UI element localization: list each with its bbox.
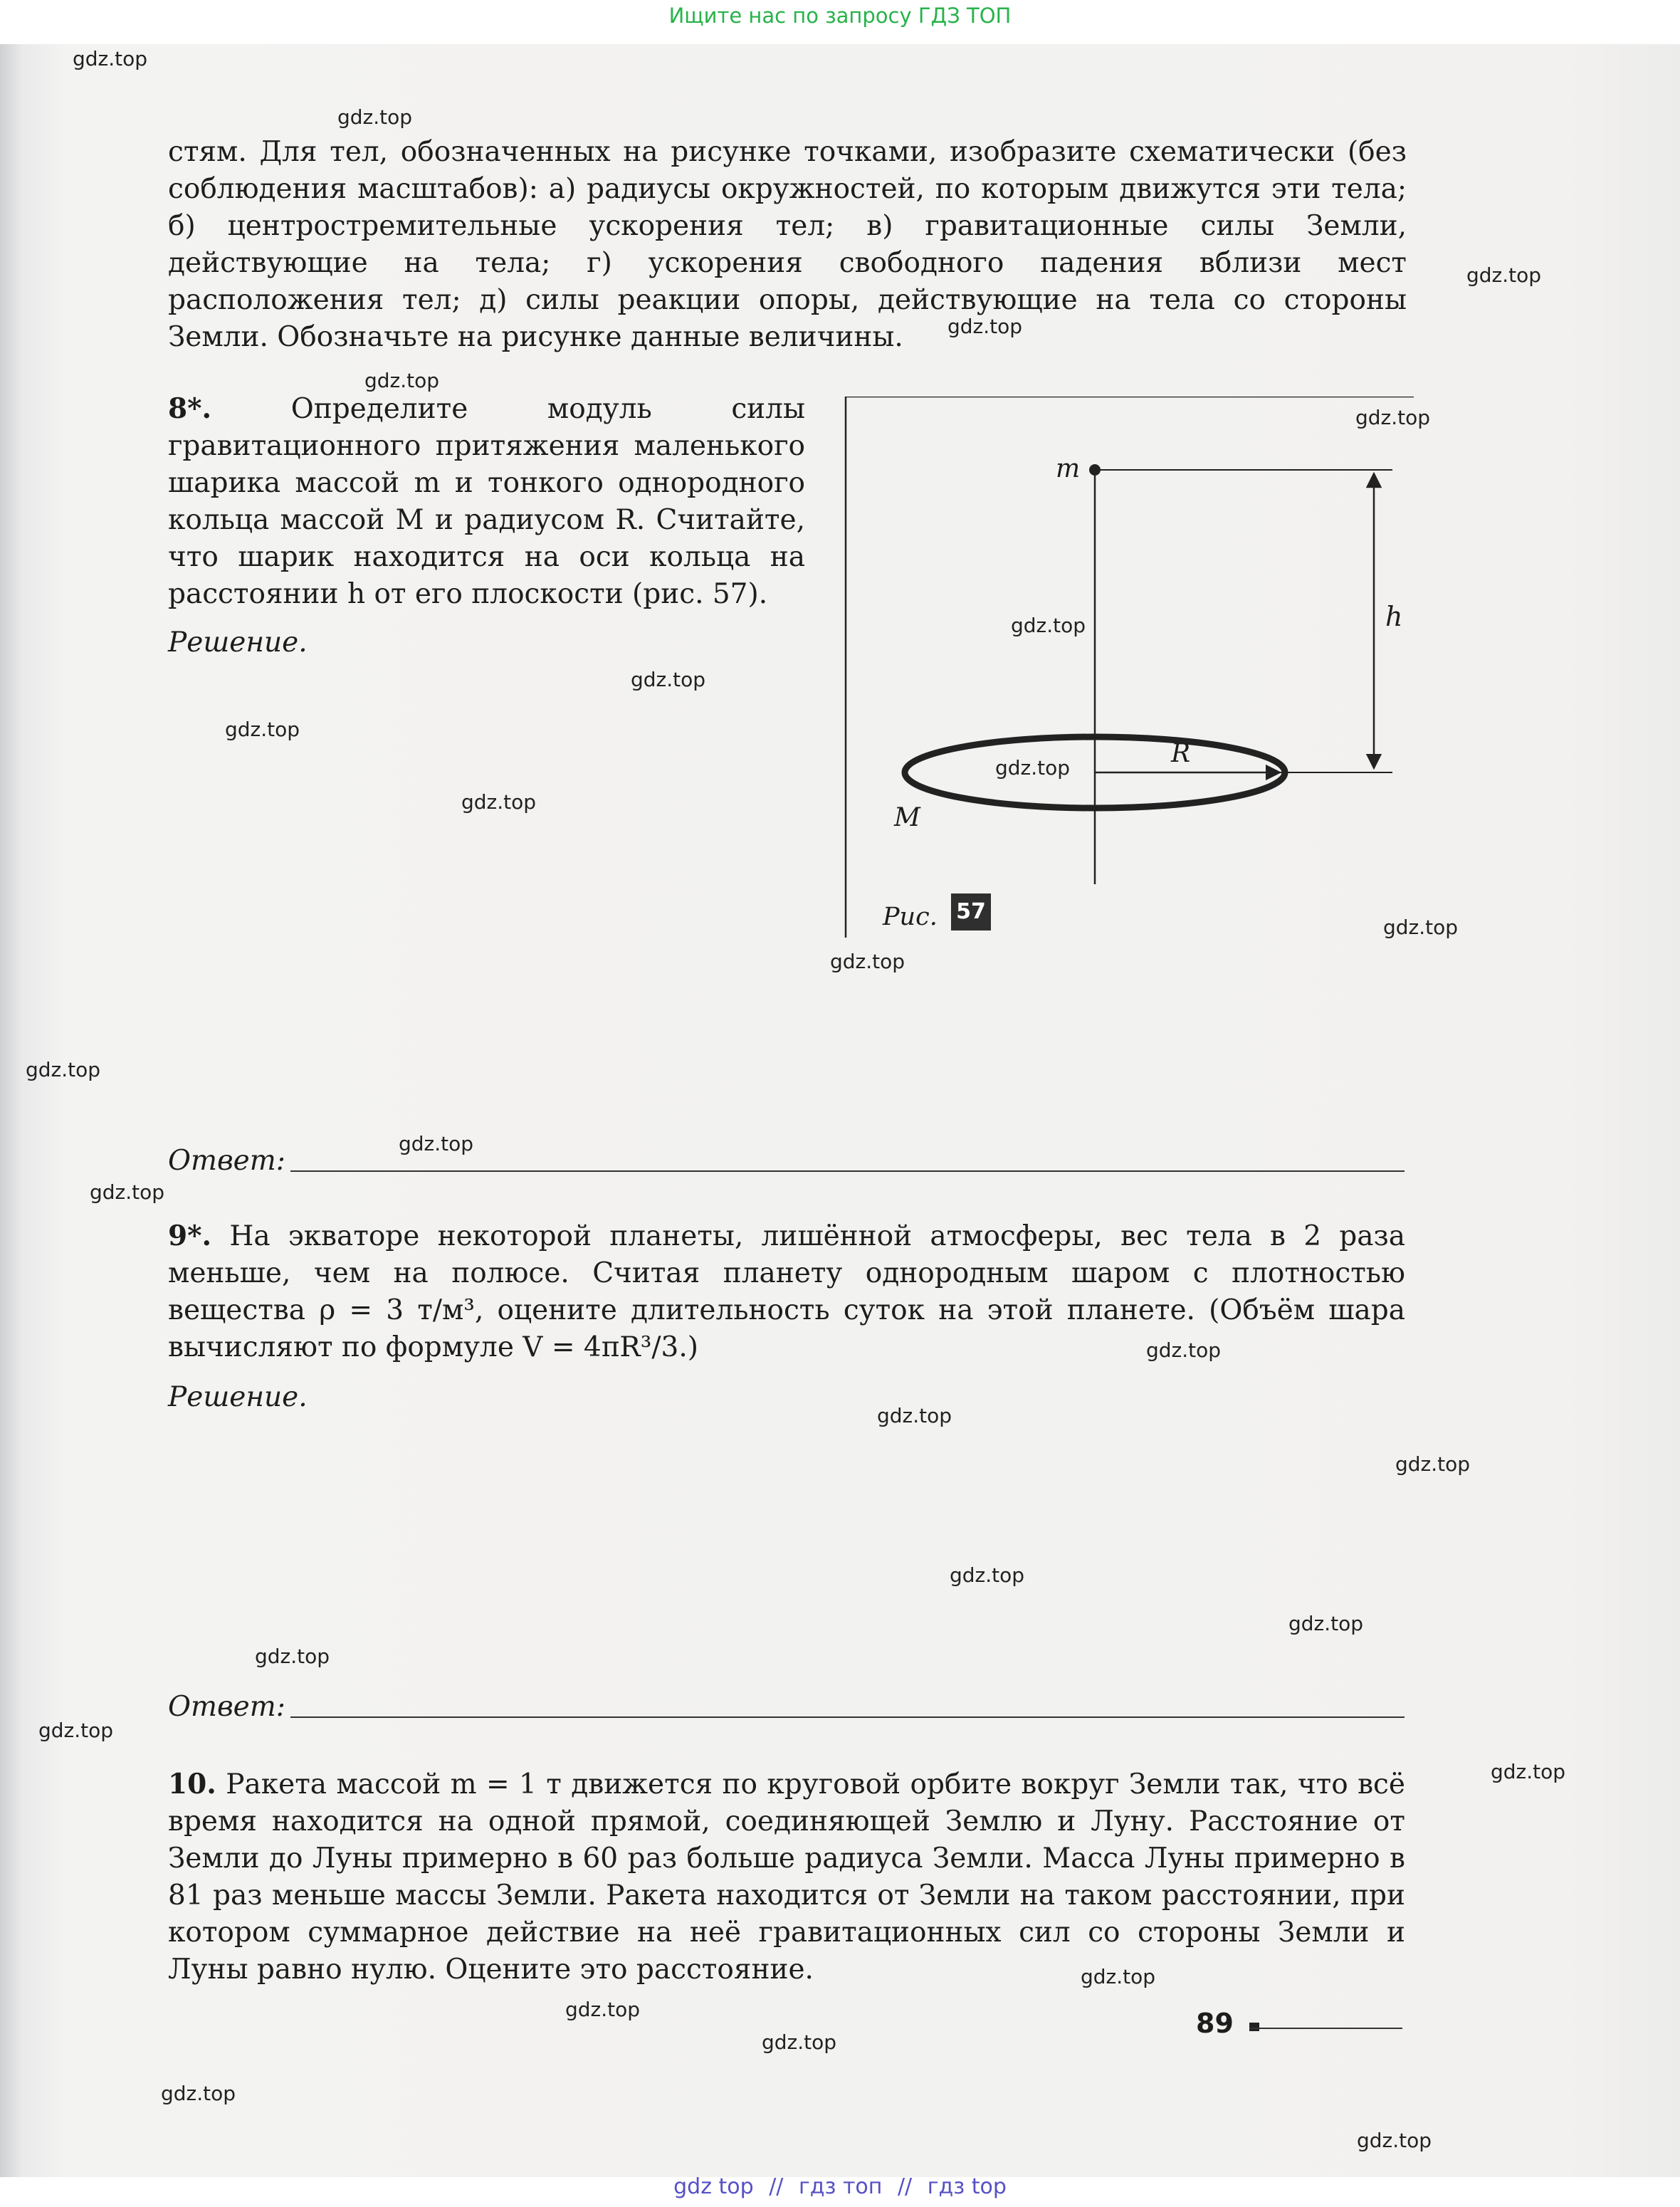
task9-solution-label: Решение. <box>168 1381 308 1413</box>
task9-answer-line[interactable] <box>290 1716 1405 1718</box>
top-banner[interactable]: Ищите нас по запросу ГДЗ ТОП <box>668 4 1012 28</box>
figure-caption: Рис. <box>883 903 938 931</box>
watermark[interactable]: gdz.top <box>161 2082 236 2105</box>
watermark[interactable]: gdz.top <box>255 1645 330 1668</box>
figure-label-m: m <box>1056 454 1081 483</box>
watermark[interactable]: gdz.top <box>1146 1338 1222 1362</box>
task8-answer-line[interactable] <box>290 1170 1405 1172</box>
watermark[interactable]: gdz.top <box>631 668 706 691</box>
task9-answer-label: Ответ: <box>168 1691 285 1723</box>
watermark[interactable]: gdz.top <box>877 1404 952 1427</box>
watermark[interactable]: gdz.top <box>947 315 1023 338</box>
watermark[interactable]: gdz.top <box>1395 1452 1471 1476</box>
bottom-link[interactable]: гдз топ <box>798 2174 883 2199</box>
task8-paragraph <box>168 390 805 613</box>
watermark[interactable]: gdz.top <box>337 105 413 129</box>
figure-57 <box>844 397 1414 938</box>
page-number: 89 <box>1196 2008 1234 2039</box>
task10-number: 10. <box>168 1768 216 1800</box>
watermark[interactable]: gdz.top <box>73 47 148 70</box>
task10-paragraph <box>168 1766 1405 1988</box>
watermark[interactable]: gdz.top <box>1081 1965 1156 1988</box>
task8-number: 8*. <box>168 392 212 425</box>
figure-57-drawing <box>844 397 1414 938</box>
watermark[interactable]: gdz.top <box>762 2030 837 2054</box>
watermark[interactable]: gdz.top <box>225 718 300 741</box>
figure-label-h: h <box>1385 601 1403 632</box>
task8-answer-label: Ответ: <box>168 1145 285 1177</box>
watermark[interactable]: gdz.top <box>565 1998 641 2021</box>
watermark[interactable]: gdz.top <box>1011 614 1086 637</box>
watermark[interactable]: gdz.top <box>399 1132 474 1155</box>
watermark[interactable]: gdz.top <box>1288 1612 1364 1635</box>
figure-label-M: M <box>894 803 920 832</box>
intro-paragraph: стям. Для тел, обозначенных на рисунке точками, изобразите схематически (без соблюдения масштабов): а) радиусы окружностей, по которым движутся эти тела; б) центростремительные ускорения тел; в) гравитационные силы Земли, действующие на тела; г) ускорения свободного падения вблизи мест расположения тел; д) силы реакции опоры, действующие на тела со стороны Земли. Обозначьте на рисунке данные величины. <box>168 136 1407 353</box>
task9-text: На экваторе некоторой планеты, лишённой атмосферы, вес тела в 2 раза меньше, чем на полюсе. Считая планету однородным шаром с плотностью вещества ρ = 3 т/м³, оцените длительность суток на этой планете. (Объём шара вычисляют по формуле V = 4πR³/3.) <box>168 1220 1406 1363</box>
watermark[interactable]: gdz.top <box>1383 916 1459 939</box>
bottom-link[interactable]: гдз top <box>927 2174 1007 2199</box>
task8-solution-label: Решение. <box>168 627 308 659</box>
bottom-links <box>0 2171 1680 2204</box>
bottom-link-separator: // <box>897 2174 913 2199</box>
watermark[interactable]: gdz.top <box>364 369 440 392</box>
bottom-link-separator: // <box>769 2174 784 2199</box>
watermark[interactable]: gdz.top <box>1491 1760 1566 1783</box>
watermark[interactable]: gdz.top <box>950 1563 1025 1587</box>
watermark[interactable]: gdz.top <box>1357 2129 1432 2152</box>
task9-number: 9*. <box>168 1220 212 1252</box>
watermark[interactable]: gdz.top <box>995 756 1071 780</box>
task8-text: Определите модуль силы гравитационного притяжения маленького шарика массой m и тонкого однородного кольца массой M и радиусом R. Считайте, что шарик находится на оси кольца на расстоянии h от его плоскости (рис. 57). <box>168 393 805 610</box>
figure-number-badge: 57 <box>951 893 991 930</box>
figure-label-R: R <box>1171 739 1191 768</box>
watermark[interactable]: gdz.top <box>38 1719 114 1742</box>
task10-text: Ракета массой m = 1 т движется по круговой орбите вокруг Земли так, что всё время находится на одной прямой, соединяющей Землю и Луну. Расстояние от Земли до Луны примерно в 60 раз больше радиуса Земли. Масса Луны примерно в 81 раз меньше массы Земли. Ракета находится от Земли на таком расстоянии, при котором суммарное действие на неё гравитационных сил со стороны Земли и Луны равно нулю. Оцените это расстояние. <box>168 1768 1405 1986</box>
watermark[interactable]: gdz.top <box>830 950 905 973</box>
watermark[interactable]: gdz.top <box>1466 263 1542 287</box>
watermark[interactable]: gdz.top <box>26 1058 101 1081</box>
bottom-link[interactable]: gdz top <box>673 2174 754 2199</box>
page-number-marker <box>1249 2023 1259 2031</box>
watermark[interactable]: gdz.top <box>1355 406 1431 429</box>
watermark[interactable]: gdz.top <box>90 1180 165 1204</box>
page-number-rule <box>1249 2028 1402 2029</box>
watermark[interactable]: gdz.top <box>461 790 537 814</box>
